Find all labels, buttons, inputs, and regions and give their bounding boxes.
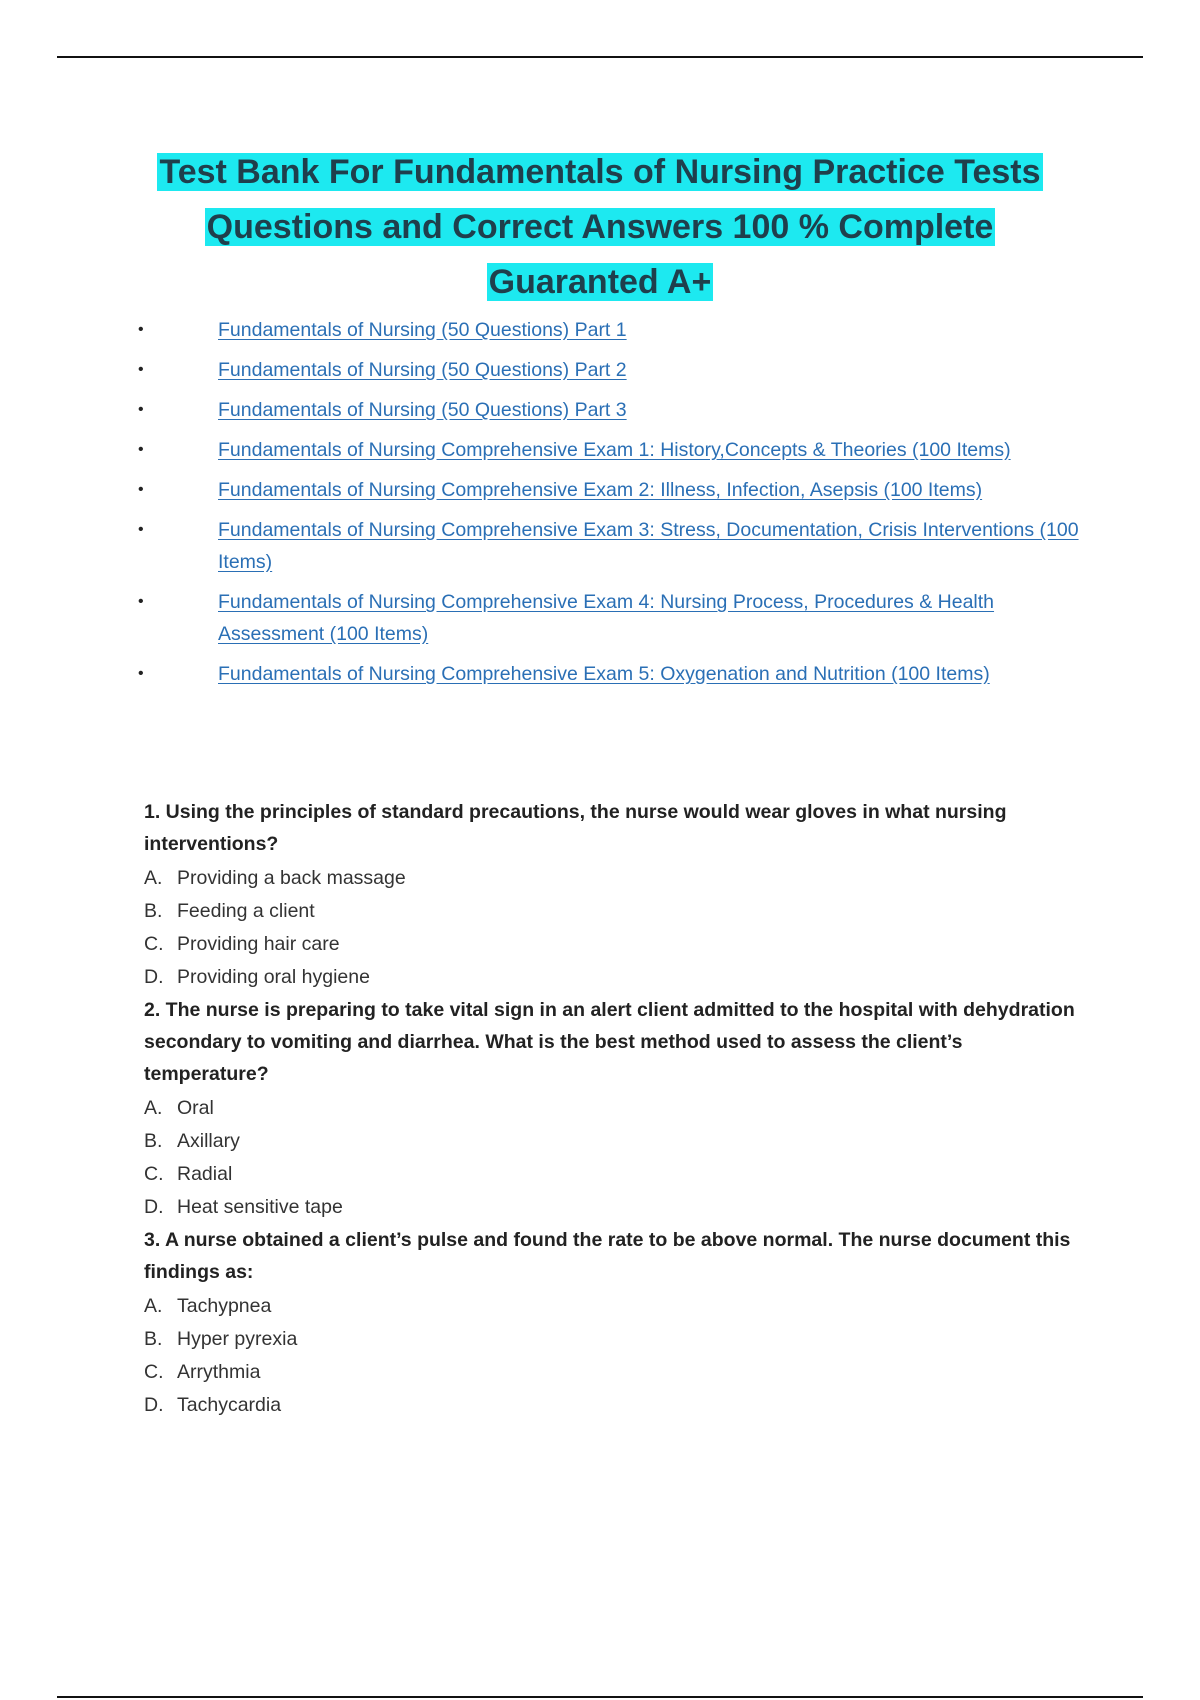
bullet-icon: • [138,481,144,498]
option-b [144,1125,1084,1158]
question-2 [144,994,1084,1224]
list-item [130,586,1090,650]
option-text: Providing a back massage [177,867,406,889]
option-text: Radial [177,1163,233,1185]
questions-section [144,796,1084,1422]
option-letter: D. [144,1196,164,1218]
bullet-icon: • [138,593,144,610]
link-exam-3[interactable]: Fundamentals of Nursing Comprehensive Exam 3: Stress, Documentation, Crisis Interventions (100 Items) [218,519,1079,573]
option-d [144,961,1084,994]
link-exam-5[interactable]: Fundamentals of Nursing Comprehensive Exam 5: Oxygenation and Nutrition (100 Items) [218,663,990,685]
link-part-3[interactable]: Fundamentals of Nursing (50 Questions) Part 3 [218,399,627,421]
option-a [144,1290,1084,1323]
list-item [130,354,1090,386]
option-letter: B. [144,1130,163,1152]
option-text: Tachypnea [177,1295,272,1317]
link-exam-2[interactable]: Fundamentals of Nursing Comprehensive Exam 2: Illness, Infection, Asepsis (100 Items) [218,479,983,501]
option-c [144,1356,1084,1389]
option-letter: D. [144,966,164,988]
title-line-1: Test Bank For Fundamentals of Nursing Practice Tests [159,153,1041,191]
question-text: 2. The nurse is preparing to take vital sign in an alert client admitted to the hospital with dehydration secondary to vomiting and diarrhea. What is the best method used to assess the client’s temperature? [144,999,1075,1085]
bullet-icon: • [138,665,144,682]
bullet-icon: • [138,361,144,378]
question-1 [144,796,1084,994]
option-d [144,1389,1084,1422]
link-part-2[interactable]: Fundamentals of Nursing (50 Questions) Part 2 [218,359,627,381]
list-item [130,658,1090,690]
option-a [144,862,1084,895]
list-item [130,434,1090,466]
exam-links-list [130,314,1090,698]
bullet-icon: • [138,401,144,418]
list-item [130,314,1090,346]
option-letter: C. [144,933,164,955]
option-text: Oral [177,1097,214,1119]
document-title [100,145,1100,310]
option-text: Tachycardia [177,1394,282,1416]
option-list [144,1092,1084,1224]
option-a [144,1092,1084,1125]
question-3 [144,1224,1084,1422]
top-rule [57,56,1143,58]
title-line-3: Guaranted A+ [488,263,712,301]
question-text: 3. A nurse obtained a client’s pulse and found the rate to be above normal. The nurse document this findings as: [144,1229,1071,1283]
link-exam-4[interactable]: Fundamentals of Nursing Comprehensive Exam 4: Nursing Process, Procedures & Health Assessment (100 Items) [218,591,995,645]
option-letter: D. [144,1394,164,1416]
option-letter: A. [144,1097,163,1119]
option-c [144,1158,1084,1191]
bullet-icon: • [138,441,144,458]
option-text: Heat sensitive tape [177,1196,343,1218]
title-line-2: Questions and Correct Answers 100 % Complete [206,208,994,246]
option-list [144,1290,1084,1422]
option-text: Providing oral hygiene [177,966,370,988]
option-text: Arrythmia [177,1361,261,1383]
option-b [144,1323,1084,1356]
bullet-icon: • [138,521,144,538]
option-text: Providing hair care [177,933,340,955]
option-letter: A. [144,1295,163,1317]
option-letter: B. [144,900,163,922]
bullet-icon: • [138,321,144,338]
link-exam-1[interactable]: Fundamentals of Nursing Comprehensive Exam 1: History,Concepts & Theories (100 Items) [218,439,1011,461]
option-letter: C. [144,1163,164,1185]
link-part-1[interactable]: Fundamentals of Nursing (50 Questions) Part 1 [218,319,627,341]
list-item [130,394,1090,426]
bottom-rule [57,1696,1143,1698]
option-text: Axillary [177,1130,240,1152]
list-item [130,514,1090,578]
option-letter: B. [144,1328,163,1350]
list-item [130,474,1090,506]
option-b [144,895,1084,928]
option-list [144,862,1084,994]
option-d [144,1191,1084,1224]
option-text: Hyper pyrexia [177,1328,298,1350]
option-c [144,928,1084,961]
option-letter: C. [144,1361,164,1383]
option-letter: A. [144,867,163,889]
option-text: Feeding a client [177,900,315,922]
question-text: 1. Using the principles of standard precautions, the nurse would wear gloves in what nursing interventions? [144,801,1007,855]
